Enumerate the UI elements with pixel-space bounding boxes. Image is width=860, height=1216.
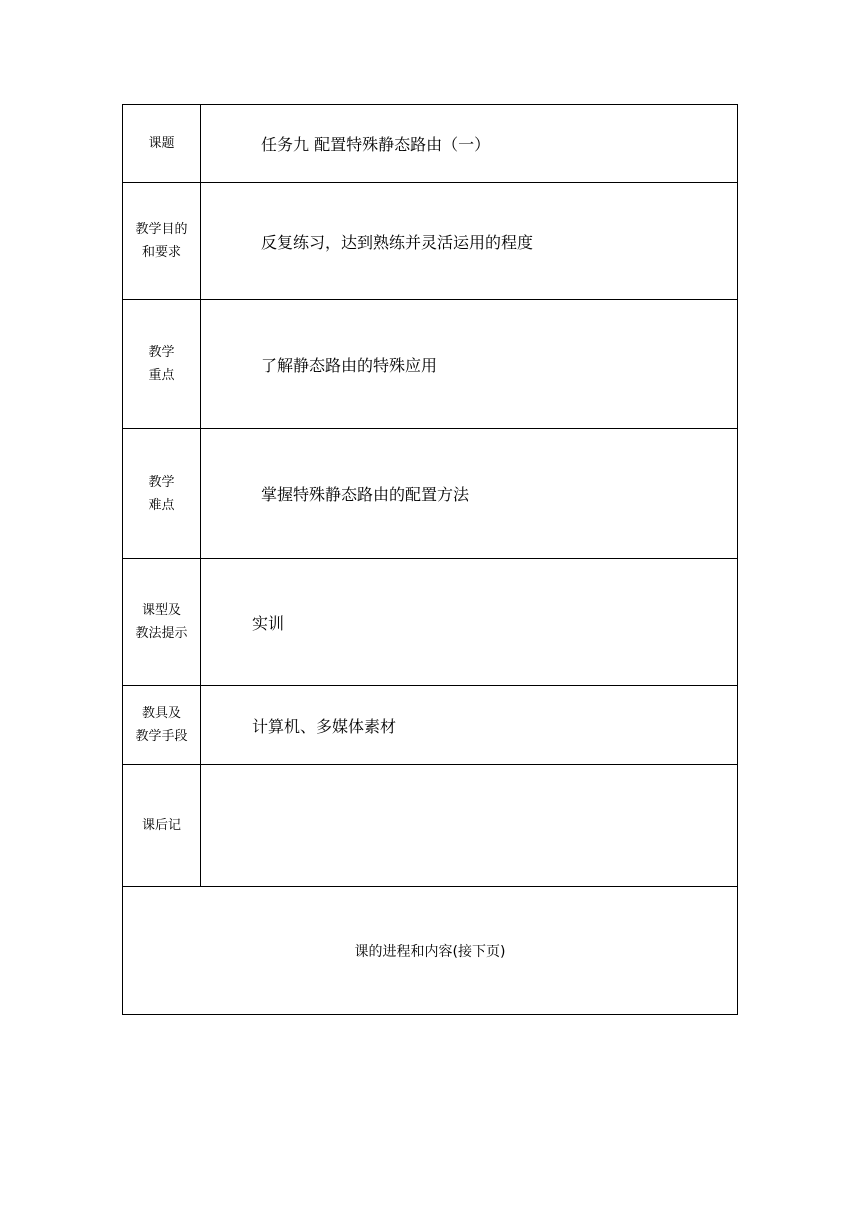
content-key-points xyxy=(201,300,738,429)
label-line: 教学 xyxy=(148,345,175,360)
label-key-points xyxy=(123,300,201,429)
label-objectives xyxy=(123,183,201,300)
label-line: 课型及 xyxy=(141,603,181,618)
label-line: 和要求 xyxy=(141,245,181,260)
teaching-aids-text: 计算机、多媒体素材 xyxy=(252,716,397,736)
label-reflection xyxy=(123,765,201,887)
footer-cell xyxy=(123,887,738,1015)
content-topic xyxy=(201,105,738,183)
label-line: 重点 xyxy=(148,368,175,383)
difficulties-text: 掌握特殊静态路由的配置方法 xyxy=(261,485,470,504)
content-objectives xyxy=(201,183,738,300)
label-line: 教学 xyxy=(148,474,175,490)
row-lesson-type xyxy=(123,559,738,686)
row-footer xyxy=(123,887,738,1015)
content-teaching-aids xyxy=(201,686,738,765)
label-line: 教学手段 xyxy=(135,729,188,744)
content-lesson-type xyxy=(201,559,738,686)
key-points-text: 了解静态路由的特殊应用 xyxy=(261,355,438,375)
label-lesson-type xyxy=(123,559,201,686)
objectives-text: 反复练习，达到熟练并灵活运用的程度 xyxy=(261,232,534,252)
row-difficulties xyxy=(123,429,738,559)
label-line: 课后记 xyxy=(141,818,181,833)
row-reflection xyxy=(123,765,738,887)
label-teaching-aids xyxy=(123,686,201,765)
row-teaching-aids xyxy=(123,686,738,765)
lesson-plan-table xyxy=(122,104,738,1015)
label-difficulties xyxy=(123,429,201,559)
row-key-points xyxy=(123,300,738,429)
row-topic xyxy=(123,105,738,183)
label-line: 教具及 xyxy=(141,706,181,721)
label-line: 难点 xyxy=(148,497,175,513)
label-line: 教学目的 xyxy=(135,222,188,237)
label-line: 课题 xyxy=(148,136,175,151)
row-objectives xyxy=(123,183,738,300)
footer-text: 课的进程和内容(接下页) xyxy=(354,943,506,960)
label-line: 教法提示 xyxy=(135,626,188,641)
content-difficulties xyxy=(201,429,738,559)
topic-text: 任务九 配置特殊静态路由（一） xyxy=(261,135,491,154)
content-reflection xyxy=(201,765,738,887)
lesson-type-text: 实训 xyxy=(252,613,285,633)
label-topic xyxy=(123,105,201,183)
